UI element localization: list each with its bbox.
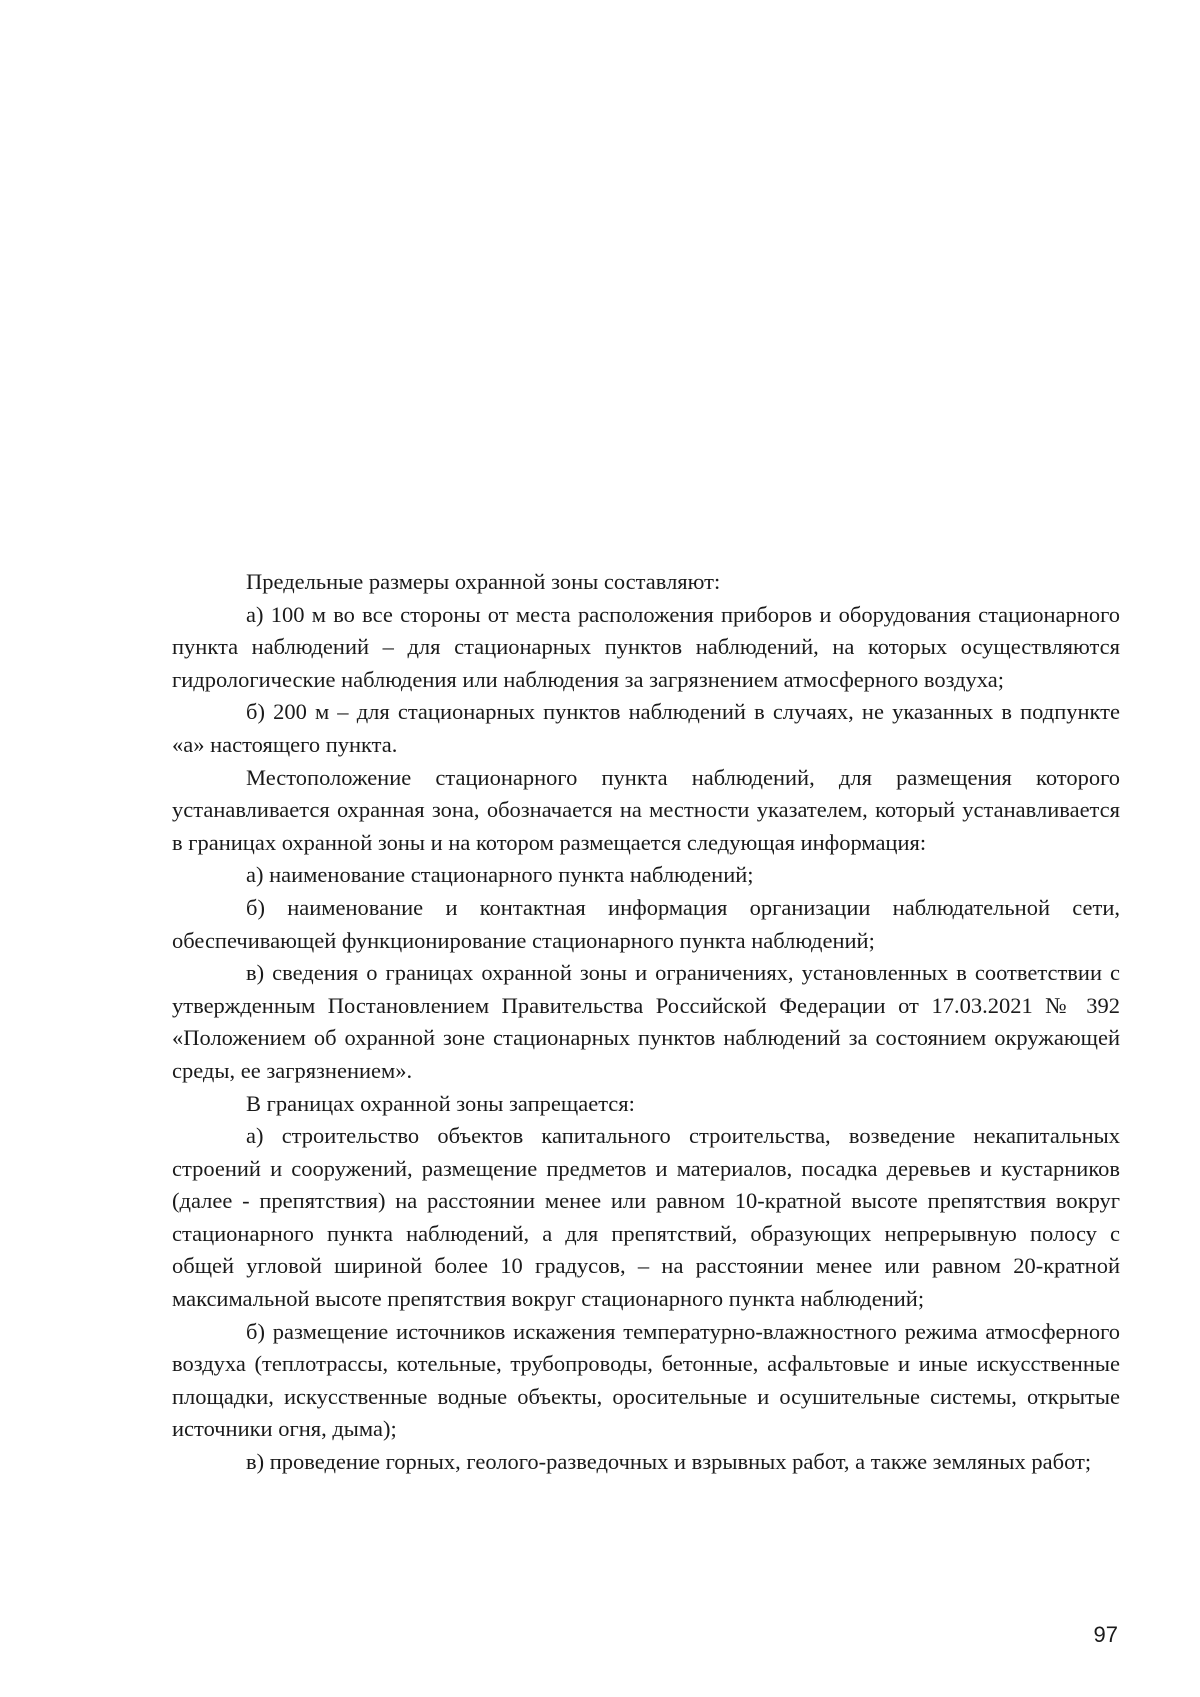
paragraph-prohibited-b: б) размещение источников искажения температурно-влажностного режима атмосферного воздуха (теплотрассы, котельные, трубопроводы, бетонные, асфальтовые и иные искусственные площадки, искусственные водные объекты, оросительные и осушительные системы, открытые источники огня, дыма); bbox=[172, 1318, 1120, 1442]
paragraph-prohibited-a: а) строительство объектов капитального строительства, возведение некапитальных строений и сооружений, размещение предметов и материалов, посадка деревьев и кустарников (далее - препятствия) на расстоянии менее или равном 10-кратной высоте препятствия вокруг стационарного пункта наблюдений, а для препятствий, образующих непрерывную полосу с общей угловой шириной более 10 градусов, – на расстоянии менее или равном 20-кратной максимальной высоте препятствия вокруг стационарного пункта наблюдений; bbox=[172, 1123, 1120, 1312]
document-body bbox=[172, 566, 1120, 1479]
paragraph-limit-a: а) 100 м во все стороны от места расположения приборов и оборудования стационарного пункта наблюдений – для стационарных пунктов наблюдений, на которых осуществляются гидрологические наблюдения или наблюдения за загрязнением атмосферного воздуха; bbox=[172, 601, 1120, 692]
paragraph-info-c: в) сведения о границах охранной зоны и ограничениях, установленных в соответствии с утвержденным Постановлением Правительства Российской Федерации от 17.03.2021 № 392 «Положением об охранной зоне стационарных пунктов наблюдений за состоянием окружающей среды, ее загрязнением». bbox=[172, 960, 1120, 1083]
paragraph-info-b: б) наименование и контактная информация организации наблюдательной сети, обеспечивающей функционирование стационарного пункта наблюдений; bbox=[172, 894, 1120, 953]
paragraph-limits-intro: Предельные размеры охранной зоны составляют: bbox=[246, 569, 721, 594]
page-number: 97 bbox=[1093, 1622, 1118, 1647]
paragraph-limit-b: б) 200 м – для стационарных пунктов наблюдений в случаях, не указанных в подпункте «а» настоящего пункта. bbox=[172, 699, 1120, 757]
paragraph-info-a: а) наименование стационарного пункта наблюдений; bbox=[246, 862, 754, 888]
paragraph-prohibited-c: в) проведение горных, геолого-разведочных и взрывных работ, а также земляных работ; bbox=[246, 1449, 1092, 1475]
paragraph-prohibited-intro: В границах охранной зоны запрещается: bbox=[246, 1090, 635, 1116]
paragraph-location-marker: Местоположение стационарного пункта наблюдений, для размещения которого устанавливается охранная зона, обозначается на местности указателем, который устанавливается в границах охранной зоны и на котором размещается следующая информация: bbox=[172, 764, 1120, 855]
